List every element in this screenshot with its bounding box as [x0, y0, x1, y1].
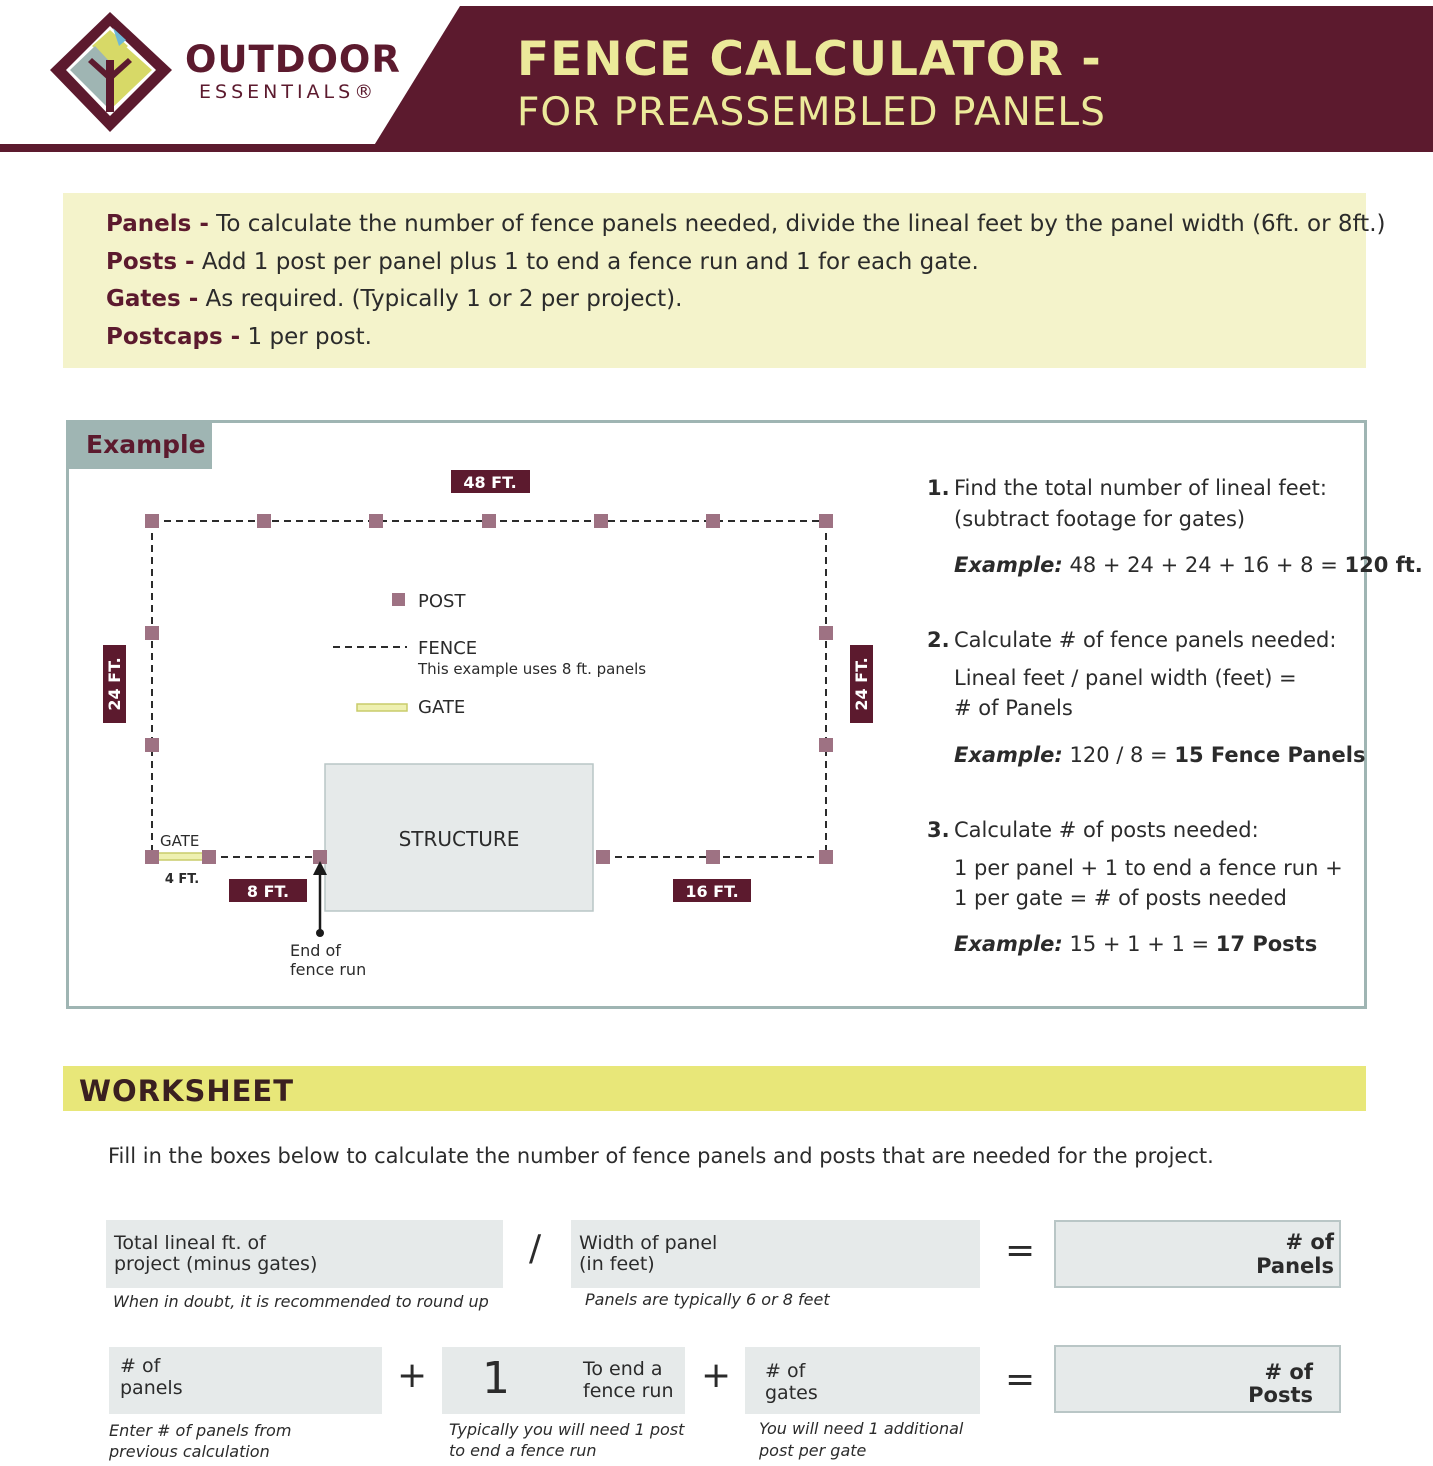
post	[145, 626, 159, 640]
gate-label: GATE	[160, 832, 200, 850]
field-label: (in feet)	[579, 1253, 655, 1275]
structure-label: STRUCTURE	[398, 827, 520, 851]
step-text: Lineal feet / panel width (feet) =	[954, 666, 1297, 690]
example-text: 15 + 1 + 1 =	[1062, 932, 1216, 956]
result-label: # of	[1285, 1230, 1334, 1254]
instruction-term: Panels -	[106, 211, 209, 237]
field-label: fence run	[583, 1380, 674, 1402]
example-label: Example:	[954, 932, 1063, 956]
field-label: # of	[120, 1355, 161, 1377]
panel-width-field[interactable]	[571, 1220, 980, 1288]
post	[819, 738, 833, 752]
panels-count-field[interactable]	[109, 1347, 382, 1414]
field-note: You will need 1 additional	[759, 1419, 964, 1438]
instruction-term: Postcaps -	[106, 323, 241, 350]
field-note: Enter # of panels from	[109, 1421, 292, 1440]
field-note: Typically you will need 1 post	[449, 1420, 685, 1439]
field-label: # of	[765, 1360, 806, 1382]
post	[594, 514, 608, 528]
step-example	[954, 743, 1365, 767]
step-text: 1 per panel + 1 to end a fence run +	[954, 856, 1343, 880]
post	[145, 850, 159, 864]
dim-bottom-left-label: 8 FT.	[246, 882, 290, 901]
example-result: 17 Posts	[1215, 932, 1318, 956]
legend-post	[392, 593, 405, 606]
result-label: Panels	[1256, 1254, 1334, 1278]
dim-gate-label: 4 FT.	[164, 872, 200, 887]
step-text: Calculate # of fence panels needed:	[954, 628, 1337, 652]
result-label: Posts	[1248, 1383, 1313, 1407]
legend-fence-label: FENCE	[418, 638, 478, 659]
post	[706, 514, 720, 528]
post	[706, 850, 720, 864]
field-label: Width of panel	[579, 1232, 718, 1254]
end-run-field	[442, 1347, 685, 1414]
field-label: Total lineal ft. of	[114, 1232, 266, 1254]
plus-operator: +	[701, 1355, 732, 1396]
page-subtitle: FOR PREASSEMBLED PANELS	[517, 90, 1106, 135]
post	[145, 738, 159, 752]
post	[257, 514, 271, 528]
result-label: # of	[1264, 1360, 1313, 1384]
post	[482, 514, 496, 528]
legend-post-label: POST	[418, 591, 466, 612]
example-label: Example:	[954, 553, 1063, 577]
divide-operator: /	[529, 1228, 542, 1269]
instruction-text: 1 per post.	[240, 323, 372, 350]
instruction-gates	[106, 281, 1366, 319]
dim-top-label: 48 FT.	[463, 473, 517, 492]
end-label-line2: fence run	[290, 960, 367, 979]
instruction-panels	[106, 206, 1386, 244]
instruction-posts	[106, 244, 1366, 282]
dim-left-label: 24 FT.	[105, 657, 124, 711]
legend-gate-mark	[357, 704, 407, 711]
brand-logo-icon	[50, 12, 172, 132]
step-text: Calculate # of posts needed:	[954, 818, 1259, 842]
instruction-text: As required. (Typically 1 or 2 per project).	[198, 286, 683, 312]
equals-operator: =	[1005, 1230, 1036, 1271]
instruction-text: To calculate the number of fence panels needed, divide the lineal feet by the panel width (6ft. or 8ft.)	[208, 211, 1386, 237]
step-number: 2.	[927, 628, 950, 652]
step-example	[954, 932, 1317, 956]
step-text: # of Panels	[954, 696, 1073, 720]
step-example	[954, 553, 1423, 577]
legend-gate-label: GATE	[418, 697, 466, 718]
page-title: FENCE CALCULATOR -	[517, 32, 1102, 87]
field-note: previous calculation	[109, 1442, 270, 1461]
equals-operator: =	[1005, 1359, 1036, 1400]
brand-subname: ESSENTIALS®	[199, 81, 378, 103]
plus-operator: +	[397, 1355, 428, 1396]
example-panel	[66, 420, 1423, 1009]
panels-result-field[interactable]	[1054, 1220, 1341, 1288]
field-label: To end a	[583, 1358, 663, 1380]
field-label: gates	[765, 1382, 818, 1404]
step-number: 3.	[927, 818, 950, 842]
brand-name: OUTDOOR	[185, 38, 401, 81]
dim-right-label: 24 FT.	[852, 657, 871, 711]
post	[596, 850, 610, 864]
instruction-text: Add 1 post per panel plus 1 to end a fence run and 1 for each gate.	[194, 248, 979, 275]
field-note: When in doubt, it is recommended to round up	[113, 1292, 489, 1311]
post	[202, 850, 216, 864]
gates-count-field[interactable]	[745, 1347, 980, 1414]
field-note: post per gate	[759, 1441, 867, 1460]
post	[369, 514, 383, 528]
total-lineal-feet-field[interactable]	[106, 1220, 503, 1288]
field-note: to end a fence run	[449, 1441, 597, 1460]
worksheet-header	[63, 1066, 1366, 1111]
instruction-postcaps	[106, 319, 1366, 357]
example-label: Example:	[954, 743, 1063, 767]
end-run-value: 1	[482, 1353, 510, 1404]
end-label-line1: End of	[290, 941, 341, 960]
instructions-box	[63, 193, 1386, 368]
post	[819, 514, 833, 528]
post	[145, 514, 159, 528]
worksheet-title: WORKSHEET	[79, 1074, 295, 1108]
example-result: 15 Fence Panels	[1174, 743, 1366, 767]
step-number: 1.	[927, 476, 950, 500]
brand-wordmark	[185, 40, 401, 104]
example-text: 48 + 24 + 24 + 16 + 8 =	[1062, 553, 1345, 577]
example-text: 120 / 8 =	[1062, 743, 1175, 767]
dim-bottom-right-label: 16 FT.	[685, 882, 739, 901]
field-label: project (minus gates)	[114, 1253, 318, 1275]
step-text: Find the total number of lineal feet:	[954, 476, 1327, 500]
end-arrow-dot	[316, 929, 324, 937]
post	[819, 850, 833, 864]
example-result: 120 ft.	[1344, 553, 1423, 577]
field-note: Panels are typically 6 or 8 feet	[585, 1290, 830, 1309]
step-text: 1 per gate = # of posts needed	[954, 886, 1287, 910]
gate-mark	[158, 853, 203, 860]
example-tab: Example	[69, 423, 212, 469]
worksheet-intro: Fill in the boxes below to calculate the number of fence panels and posts that are needed for the project.	[108, 1144, 1214, 1168]
step-text: (subtract footage for gates)	[954, 507, 1246, 531]
posts-result-field[interactable]	[1054, 1345, 1341, 1413]
legend-fence-note: This example uses 8 ft. panels	[418, 660, 647, 678]
header-banner	[0, 0, 1433, 152]
instruction-term: Gates -	[106, 286, 199, 312]
field-label: panels	[120, 1377, 183, 1399]
instruction-term: Posts -	[106, 248, 195, 275]
post	[819, 626, 833, 640]
